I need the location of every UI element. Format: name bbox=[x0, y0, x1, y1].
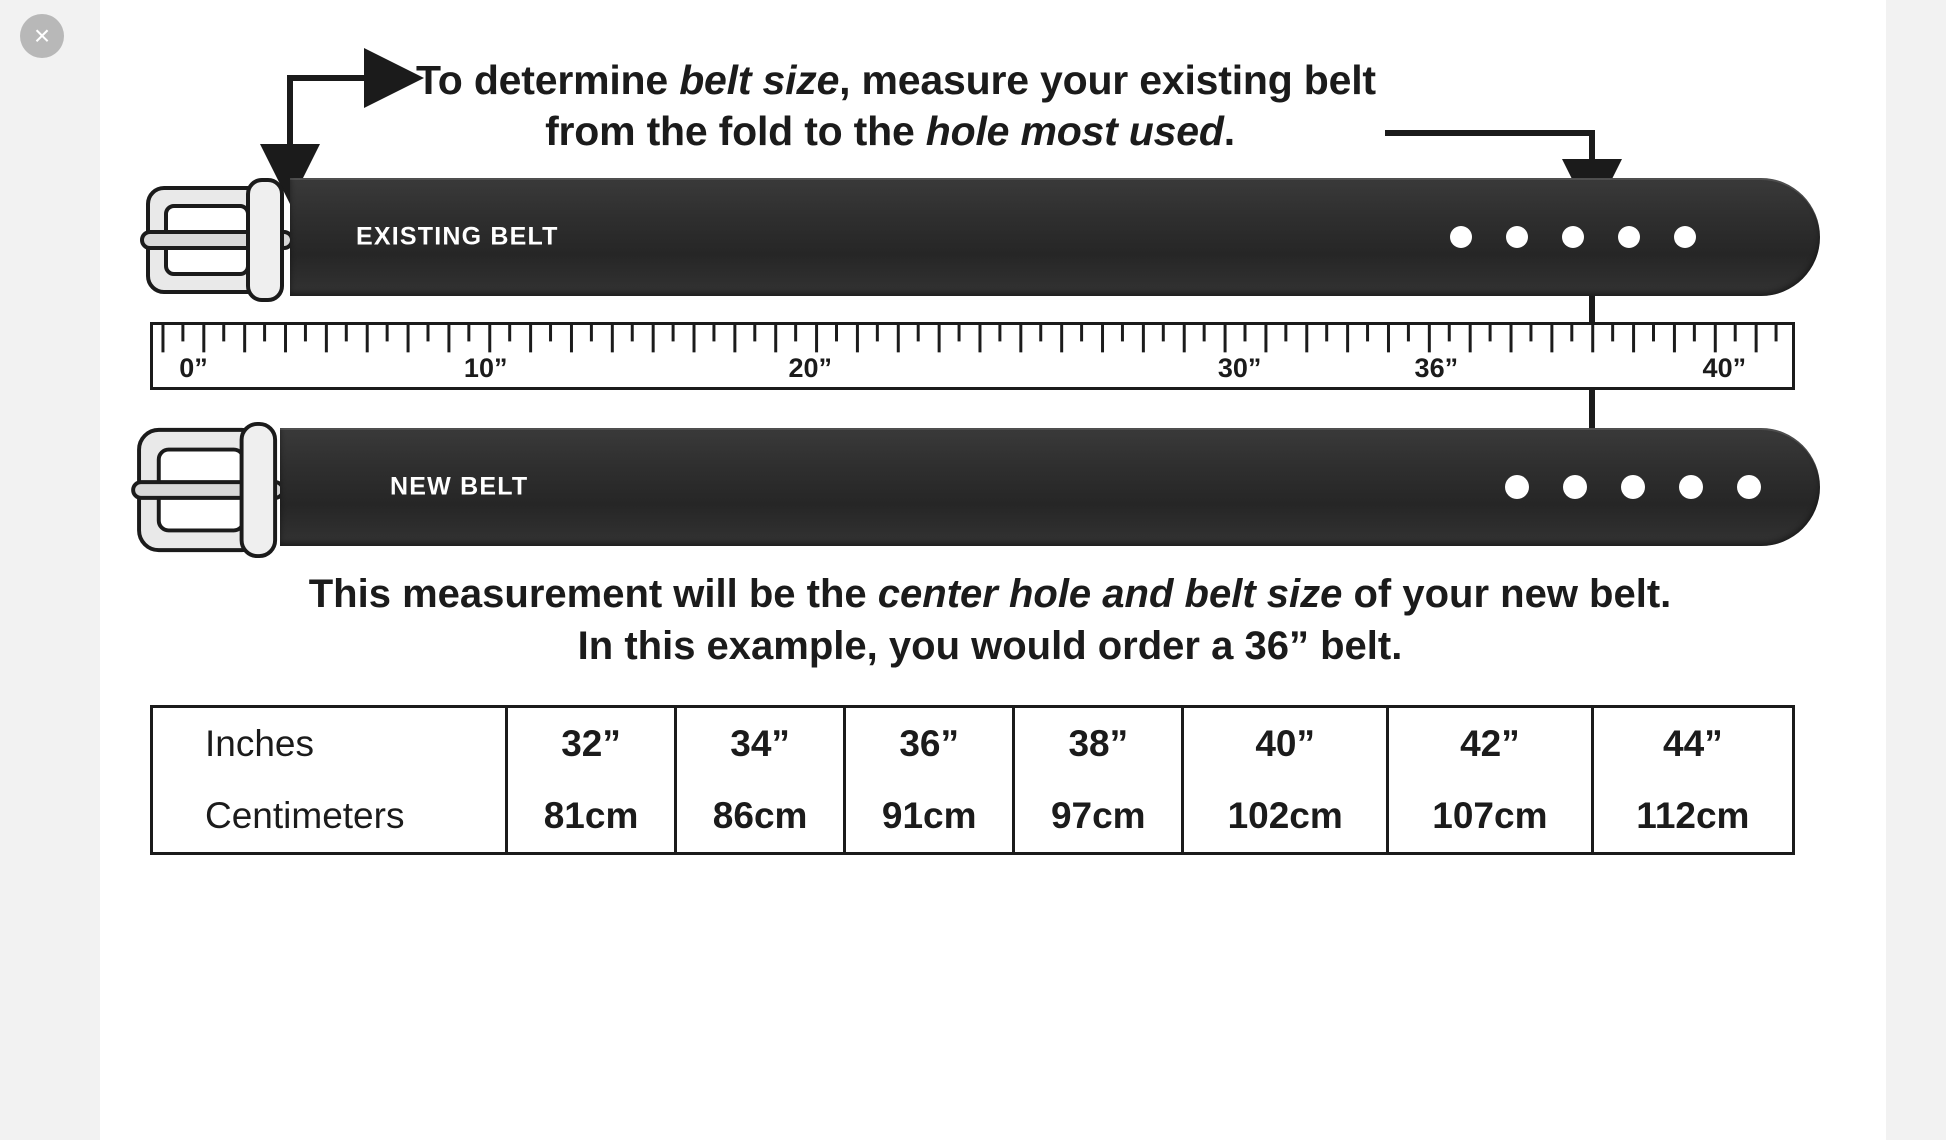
page-gutter-left bbox=[0, 0, 100, 1140]
ruler-ticks bbox=[153, 325, 1792, 387]
belt-hole bbox=[1679, 475, 1703, 499]
caption-line1-post: of your new belt. bbox=[1342, 572, 1672, 616]
table-cell: 112cm bbox=[1592, 780, 1793, 854]
row-header-inches: Inches bbox=[205, 723, 315, 764]
existing-belt-holes bbox=[1450, 226, 1696, 248]
headline-line2-emphasis: hole most used bbox=[925, 108, 1224, 155]
headline-line2-pre: from the fold to the bbox=[545, 108, 926, 155]
row-header-centimeters: Centimeters bbox=[205, 795, 405, 836]
headline-line1-pre: To determine bbox=[416, 57, 680, 103]
existing-belt-label: EXISTING BELT bbox=[356, 222, 559, 251]
ruler-label-20: 20” bbox=[788, 353, 833, 383]
measuring-ruler bbox=[150, 322, 1795, 390]
table-cell: 40” bbox=[1183, 707, 1388, 781]
table-cell: 44” bbox=[1592, 707, 1793, 781]
ruler-label-40: 40” bbox=[1702, 353, 1747, 383]
table-cell: 86cm bbox=[676, 780, 845, 854]
table-cell: 81cm bbox=[507, 780, 676, 854]
new-belt-label: NEW BELT bbox=[390, 472, 529, 501]
new-belt bbox=[130, 420, 1820, 562]
table-cell: 34” bbox=[676, 707, 845, 781]
table-cell: 32” bbox=[507, 707, 676, 781]
result-caption bbox=[140, 568, 1840, 672]
table-cell: 102cm bbox=[1183, 780, 1388, 854]
ruler-label-10: 10” bbox=[463, 353, 508, 383]
table-row bbox=[152, 707, 1794, 781]
belt-buckle-icon bbox=[130, 420, 295, 560]
existing-belt bbox=[140, 170, 1820, 310]
belt-hole bbox=[1450, 226, 1472, 248]
page-gutter-right bbox=[1886, 0, 1946, 1140]
table-cell: 36” bbox=[845, 707, 1014, 781]
ruler-label-30: 30” bbox=[1217, 353, 1262, 383]
belt-size-diagram bbox=[100, 0, 1886, 1140]
arrow-to-fold bbox=[290, 78, 400, 180]
belt-hole bbox=[1562, 226, 1584, 248]
belt-hole bbox=[1674, 226, 1696, 248]
table-cell: 107cm bbox=[1388, 780, 1593, 854]
headline-line1-post: , measure your existing belt bbox=[839, 57, 1376, 103]
belt-hole bbox=[1737, 475, 1761, 499]
table-row bbox=[152, 780, 1794, 854]
belt-hole bbox=[1618, 226, 1640, 248]
new-belt-holes bbox=[1505, 475, 1761, 499]
caption-line2: In this example, you would order a 36” belt. bbox=[577, 624, 1403, 668]
headline-line2-post: . bbox=[1223, 108, 1235, 155]
table-cell: 91cm bbox=[845, 780, 1014, 854]
belt-hole bbox=[1621, 475, 1645, 499]
belt-strap bbox=[290, 178, 1820, 296]
ruler-label-36: 36” bbox=[1414, 353, 1459, 383]
belt-hole bbox=[1505, 475, 1529, 499]
table-cell: 38” bbox=[1014, 707, 1183, 781]
ruler-label-0: 0” bbox=[179, 353, 208, 383]
headline-line1-emphasis: belt size bbox=[679, 57, 840, 103]
table-cell: 97cm bbox=[1014, 780, 1183, 854]
caption-line1-emphasis: center hole and belt size bbox=[877, 572, 1343, 616]
belt-hole bbox=[1506, 226, 1528, 248]
belt-buckle-icon bbox=[140, 170, 305, 310]
close-icon[interactable]: × bbox=[20, 14, 64, 58]
belt-size-table bbox=[150, 705, 1795, 855]
caption-line1-pre: This measurement will be the bbox=[308, 572, 878, 616]
belt-hole bbox=[1563, 475, 1587, 499]
belt-strap bbox=[280, 428, 1820, 546]
instruction-headline bbox=[390, 55, 1640, 158]
table-cell: 42” bbox=[1388, 707, 1593, 781]
